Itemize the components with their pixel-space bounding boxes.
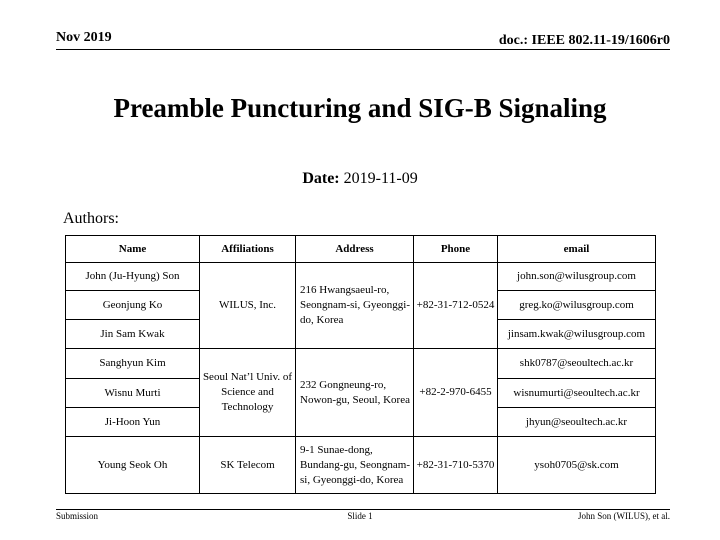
author-affiliation: SK Telecom (200, 437, 296, 494)
header-divider (56, 49, 670, 50)
author-email: greg.ko@wilusgroup.com (498, 291, 656, 320)
authors-table (65, 235, 656, 494)
date-value: 2019-11-09 (343, 170, 418, 187)
author-email: jinsam.kwak@wilusgroup.com (498, 320, 656, 349)
header-date: Nov 2019 (56, 30, 112, 45)
header-email: email (498, 236, 656, 263)
author-name: Young Seok Oh (66, 437, 200, 494)
footer-slide-number: Slide 1 (347, 511, 373, 521)
table-row (66, 437, 656, 494)
header-name: Name (66, 236, 200, 263)
table-row (66, 349, 656, 379)
header-address: Address (296, 236, 414, 263)
author-email: shk0787@seoultech.ac.kr (498, 349, 656, 379)
author-name: Geonjung Ko (66, 291, 200, 320)
slide-title: Preamble Puncturing and SIG-B Signaling (113, 93, 607, 123)
author-email: john.son@wilusgroup.com (498, 263, 656, 291)
table-header-row (66, 236, 656, 263)
footer-author: John Son (WILUS), et al. (578, 511, 670, 521)
footer-divider (56, 509, 670, 510)
header-phone: Phone (414, 236, 498, 263)
author-affiliation: Seoul Nat’l Univ. of Science and Technology (200, 349, 296, 437)
author-address: 216 Hwangsaeul-ro, Seongnam-si, Gyeonggi-do, Korea (296, 263, 414, 349)
author-address: 232 Gongneung-ro, Nowon-gu, Seoul, Korea (296, 349, 414, 437)
date-label: Date: (302, 170, 340, 187)
date-line (0, 170, 720, 188)
author-name: Ji-Hoon Yun (66, 408, 200, 437)
author-name: Jin Sam Kwak (66, 320, 200, 349)
author-name: Sanghyun Kim (66, 349, 200, 379)
table-row (66, 263, 656, 291)
authors-label: Authors: (63, 210, 119, 227)
author-name: John (Ju-Hyung) Son (66, 263, 200, 291)
author-address: 9-1 Sunae-dong, Bundang-gu, Seongnam-si, Gyeonggi-do, Korea (296, 437, 414, 494)
footer-submission: Submission (56, 511, 99, 521)
header-affiliations: Affiliations (200, 236, 296, 263)
author-email: ysoh0705@sk.com (498, 437, 656, 494)
header-doc-id: doc.: IEEE 802.11-19/1606r0 (498, 33, 670, 48)
author-phone: +82-2-970-6455 (414, 349, 498, 437)
author-affiliation: WILUS, Inc. (200, 263, 296, 349)
author-email: jhyun@seoultech.ac.kr (498, 408, 656, 437)
author-phone: +82-31-712-0524 (414, 263, 498, 349)
author-email: wisnumurti@seoultech.ac.kr (498, 379, 656, 408)
author-name: Wisnu Murti (66, 379, 200, 408)
author-phone: +82-31-710-5370 (414, 437, 498, 494)
